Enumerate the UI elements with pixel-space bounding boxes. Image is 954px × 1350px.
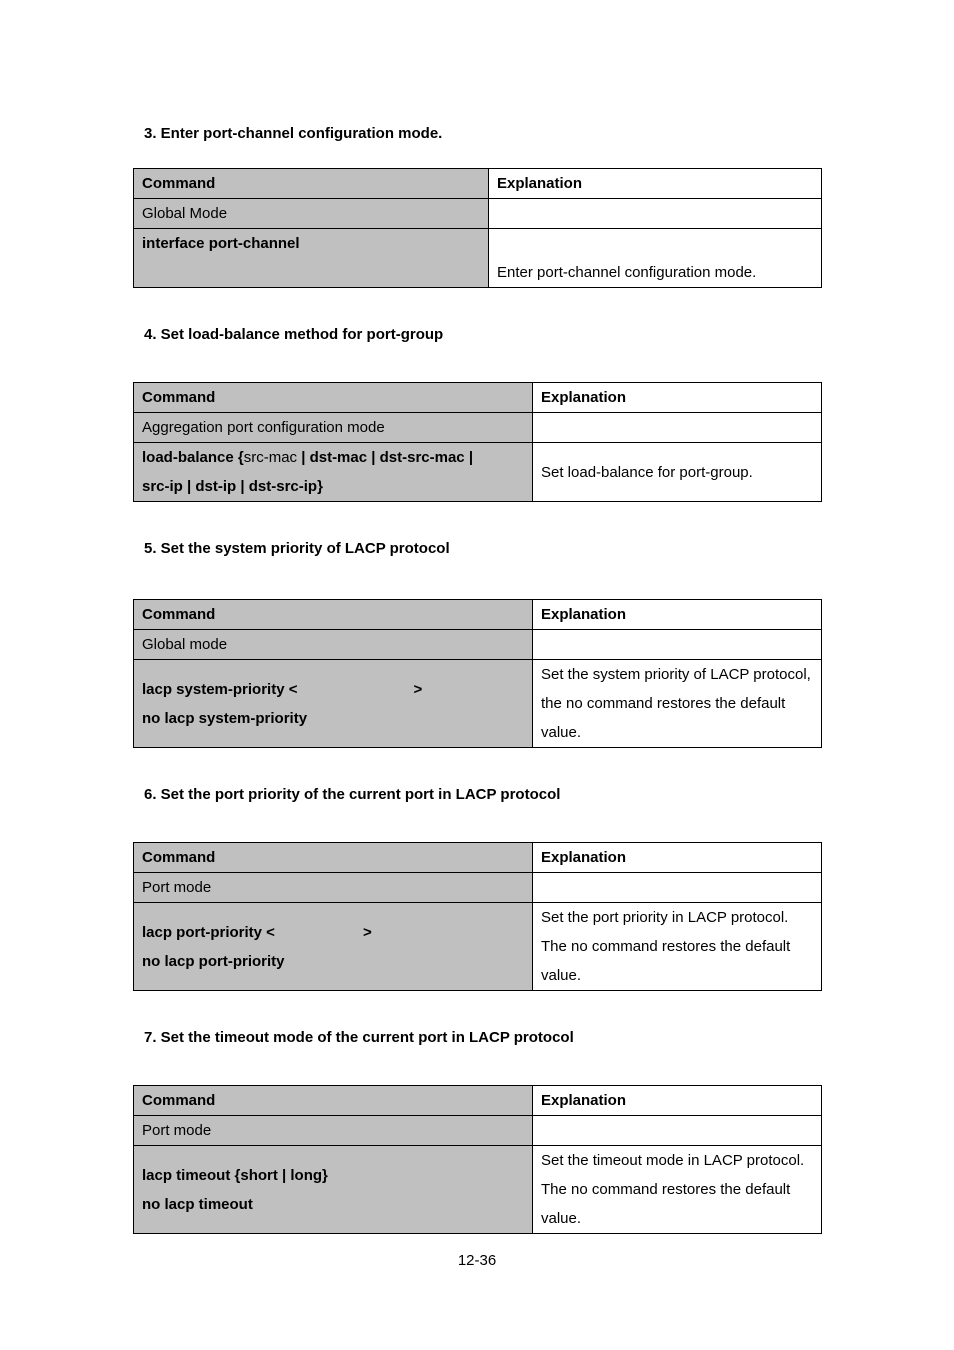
command-row [134, 1146, 822, 1234]
explanation-cell: Set the timeout mode in LACP protocol. The no command restores the default value. [533, 1146, 822, 1234]
mode-row [134, 1116, 822, 1146]
empty-cell [533, 873, 822, 903]
command-line: no lacp port-priority [142, 952, 285, 970]
command-options: | dst-mac | dst-src-mac | [297, 449, 474, 466]
command-line: lacp system-priority < > [142, 680, 423, 698]
explanation-cell: Set load-balance for port-group. [533, 443, 822, 502]
command-header: Command [134, 600, 533, 630]
explanation-header: Explanation [533, 843, 822, 873]
command-row [134, 443, 822, 502]
section-4-table [133, 382, 822, 502]
section-7-heading: 7. Set the timeout mode of the current port in LACP protocol [144, 1029, 574, 1046]
command-keyword: load-balance { [142, 449, 244, 466]
command-cell [134, 229, 489, 288]
mode-cell: Global Mode [134, 199, 489, 229]
table-header-row [134, 843, 822, 873]
mode-row [134, 199, 822, 229]
explanation-header: Explanation [489, 169, 822, 199]
command-row [134, 660, 822, 748]
empty-cell [533, 413, 822, 443]
command-row [134, 903, 822, 991]
explanation-cell: Enter port-channel configuration mode. [489, 229, 822, 288]
section-7-table [133, 1085, 822, 1234]
page-number: 12-36 [457, 1252, 497, 1269]
mode-row [134, 413, 822, 443]
mode-cell: Aggregation port configuration mode [134, 413, 533, 443]
explanation-header: Explanation [533, 1086, 822, 1116]
table-header-row [134, 600, 822, 630]
command-header: Command [134, 383, 533, 413]
command-row [134, 229, 822, 288]
command-line [142, 443, 524, 472]
command-cell [134, 660, 533, 748]
mode-cell: Global mode [134, 630, 533, 660]
command-line: no lacp timeout [142, 1195, 253, 1213]
section-6-heading: 6. Set the port priority of the current port in LACP protocol [144, 786, 561, 803]
explanation-header: Explanation [533, 600, 822, 630]
explanation-cell: Set the port priority in LACP protocol. The no command restores the default value. [533, 903, 822, 991]
command-cell [134, 1146, 533, 1234]
section-4-heading: 4. Set load-balance method for port-group [144, 326, 444, 343]
command-option: src-mac [243, 449, 298, 466]
command-cell [134, 443, 533, 502]
table-header-row [134, 383, 822, 413]
explanation-cell: Set the system priority of LACP protocol, the no command restores the default value. [533, 660, 822, 748]
empty-cell [533, 630, 822, 660]
command-line: no lacp system-priority [142, 709, 308, 727]
section-3-table [133, 168, 822, 288]
section-5-table [133, 599, 822, 748]
table-header-row [134, 1086, 822, 1116]
command-cell [134, 903, 533, 991]
mode-row [134, 873, 822, 903]
command-line: lacp port-priority < > [142, 923, 372, 941]
section-3-heading: 3. Enter port-channel configuration mode. [144, 125, 443, 142]
mode-row [134, 630, 822, 660]
empty-cell [533, 1116, 822, 1146]
section-5-heading: 5. Set the system priority of LACP protocol [144, 540, 450, 557]
section-6-table [133, 842, 822, 991]
explanation-header: Explanation [533, 383, 822, 413]
command-header: Command [134, 843, 533, 873]
mode-cell: Port mode [134, 1116, 533, 1146]
mode-cell: Port mode [134, 873, 533, 903]
command-line: interface port-channel [142, 235, 300, 252]
table-header-row [134, 169, 822, 199]
command-header: Command [134, 1086, 533, 1116]
empty-cell [489, 199, 822, 229]
command-line: src-ip | dst-ip | dst-src-ip} [142, 478, 323, 495]
command-line: lacp timeout {short | long} [142, 1166, 328, 1184]
command-header: Command [134, 169, 489, 199]
